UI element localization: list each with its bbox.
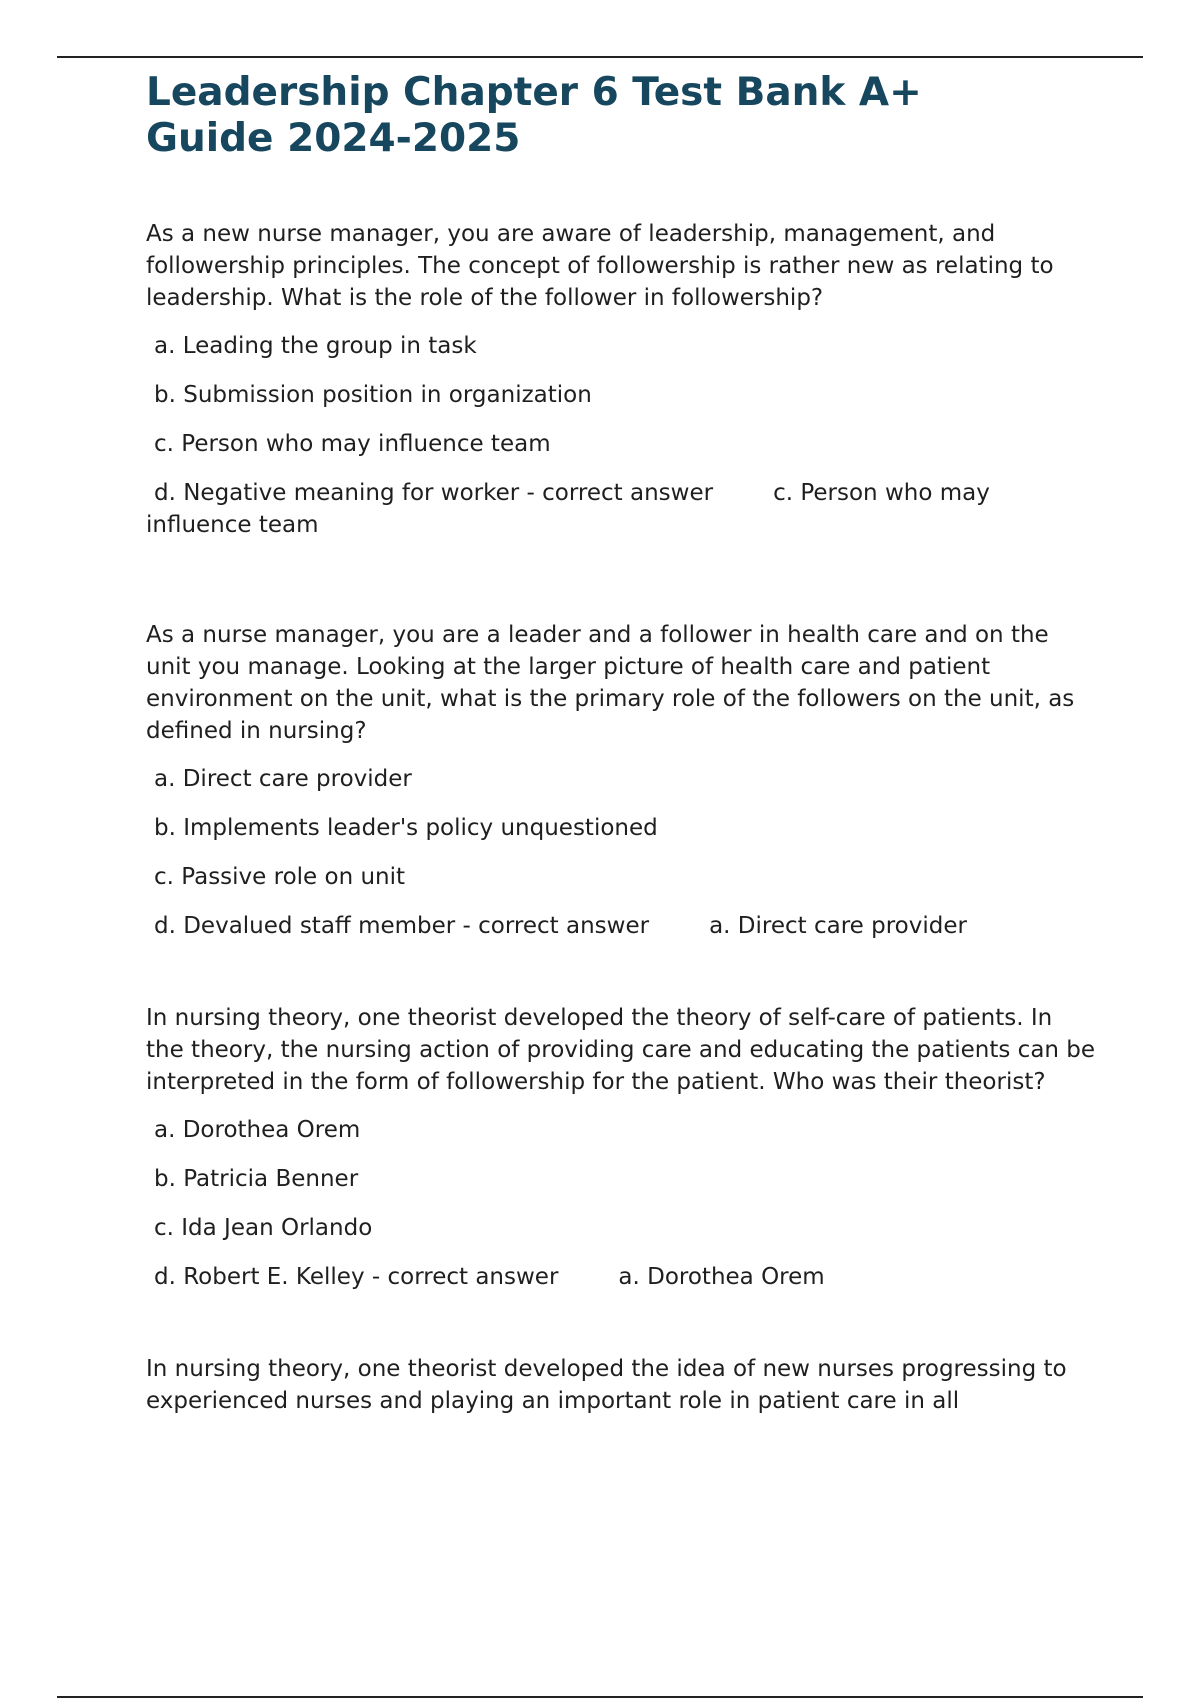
option-b: b. Patricia Benner — [154, 1166, 359, 1192]
option-c: c. Ida Jean Orlando — [154, 1215, 373, 1241]
option-a: a. Dorothea Orem — [154, 1117, 361, 1143]
question-text: As a new nurse manager, you are aware of leadership, management, and followership principles. The concept of followership is rather new as relating to leadership. What is the role of the follower in followership? — [146, 221, 1054, 311]
question-text: As a nurse manager, you are a leader and a follower in health care and on the unit you manage. Looking at the larger picture of health care and patient environment on the unit, what is the primary role of the followers on the unit, as defined in nursing? — [146, 622, 1075, 744]
bottom-rule — [57, 1696, 1143, 1698]
option-c: c. Person who may influence team — [154, 431, 551, 457]
answer-line — [146, 477, 1096, 541]
question-block — [146, 218, 1096, 541]
option-list — [146, 763, 1096, 942]
option-d: d. Devalued staff member - correct answer — [154, 913, 650, 939]
question-block — [146, 619, 1096, 942]
document-title: Leadership Chapter 6 Test Bank A+ Guide 2024-2025 — [146, 70, 922, 161]
top-rule — [57, 56, 1143, 58]
option-b: b. Submission position in organization — [154, 382, 592, 408]
option-list — [146, 1114, 1096, 1293]
question-text: In nursing theory, one theorist developed the theory of self-care of patients. In the theory, the nursing action of providing care and educating the patients can be interpreted in the form of followership for the patient. Who was their theorist? — [146, 1005, 1096, 1095]
option-c: c. Passive role on unit — [154, 864, 406, 890]
option-d: d. Negative meaning for worker - correct answer — [154, 480, 714, 506]
option-a: a. Direct care provider — [154, 766, 412, 792]
question-text: In nursing theory, one theorist developed the idea of new nurses progressing to experienced nurses and playing an important role in patient care in all — [146, 1356, 1067, 1414]
option-d: d. Robert E. Kelley - correct answer — [154, 1264, 559, 1290]
correct-answer: a. Direct care provider — [709, 913, 967, 939]
answer-line — [146, 1261, 1096, 1293]
option-b: b. Implements leader's policy unquestioned — [154, 815, 658, 841]
correct-answer: c. Person who may influence team — [146, 480, 990, 538]
question-block — [146, 1002, 1096, 1293]
option-a: a. Leading the group in task — [154, 333, 477, 359]
answer-line — [146, 910, 1096, 942]
question-block — [146, 1353, 1096, 1417]
option-list — [146, 330, 1096, 541]
correct-answer: a. Dorothea Orem — [618, 1264, 825, 1290]
document-body — [146, 70, 1096, 1417]
